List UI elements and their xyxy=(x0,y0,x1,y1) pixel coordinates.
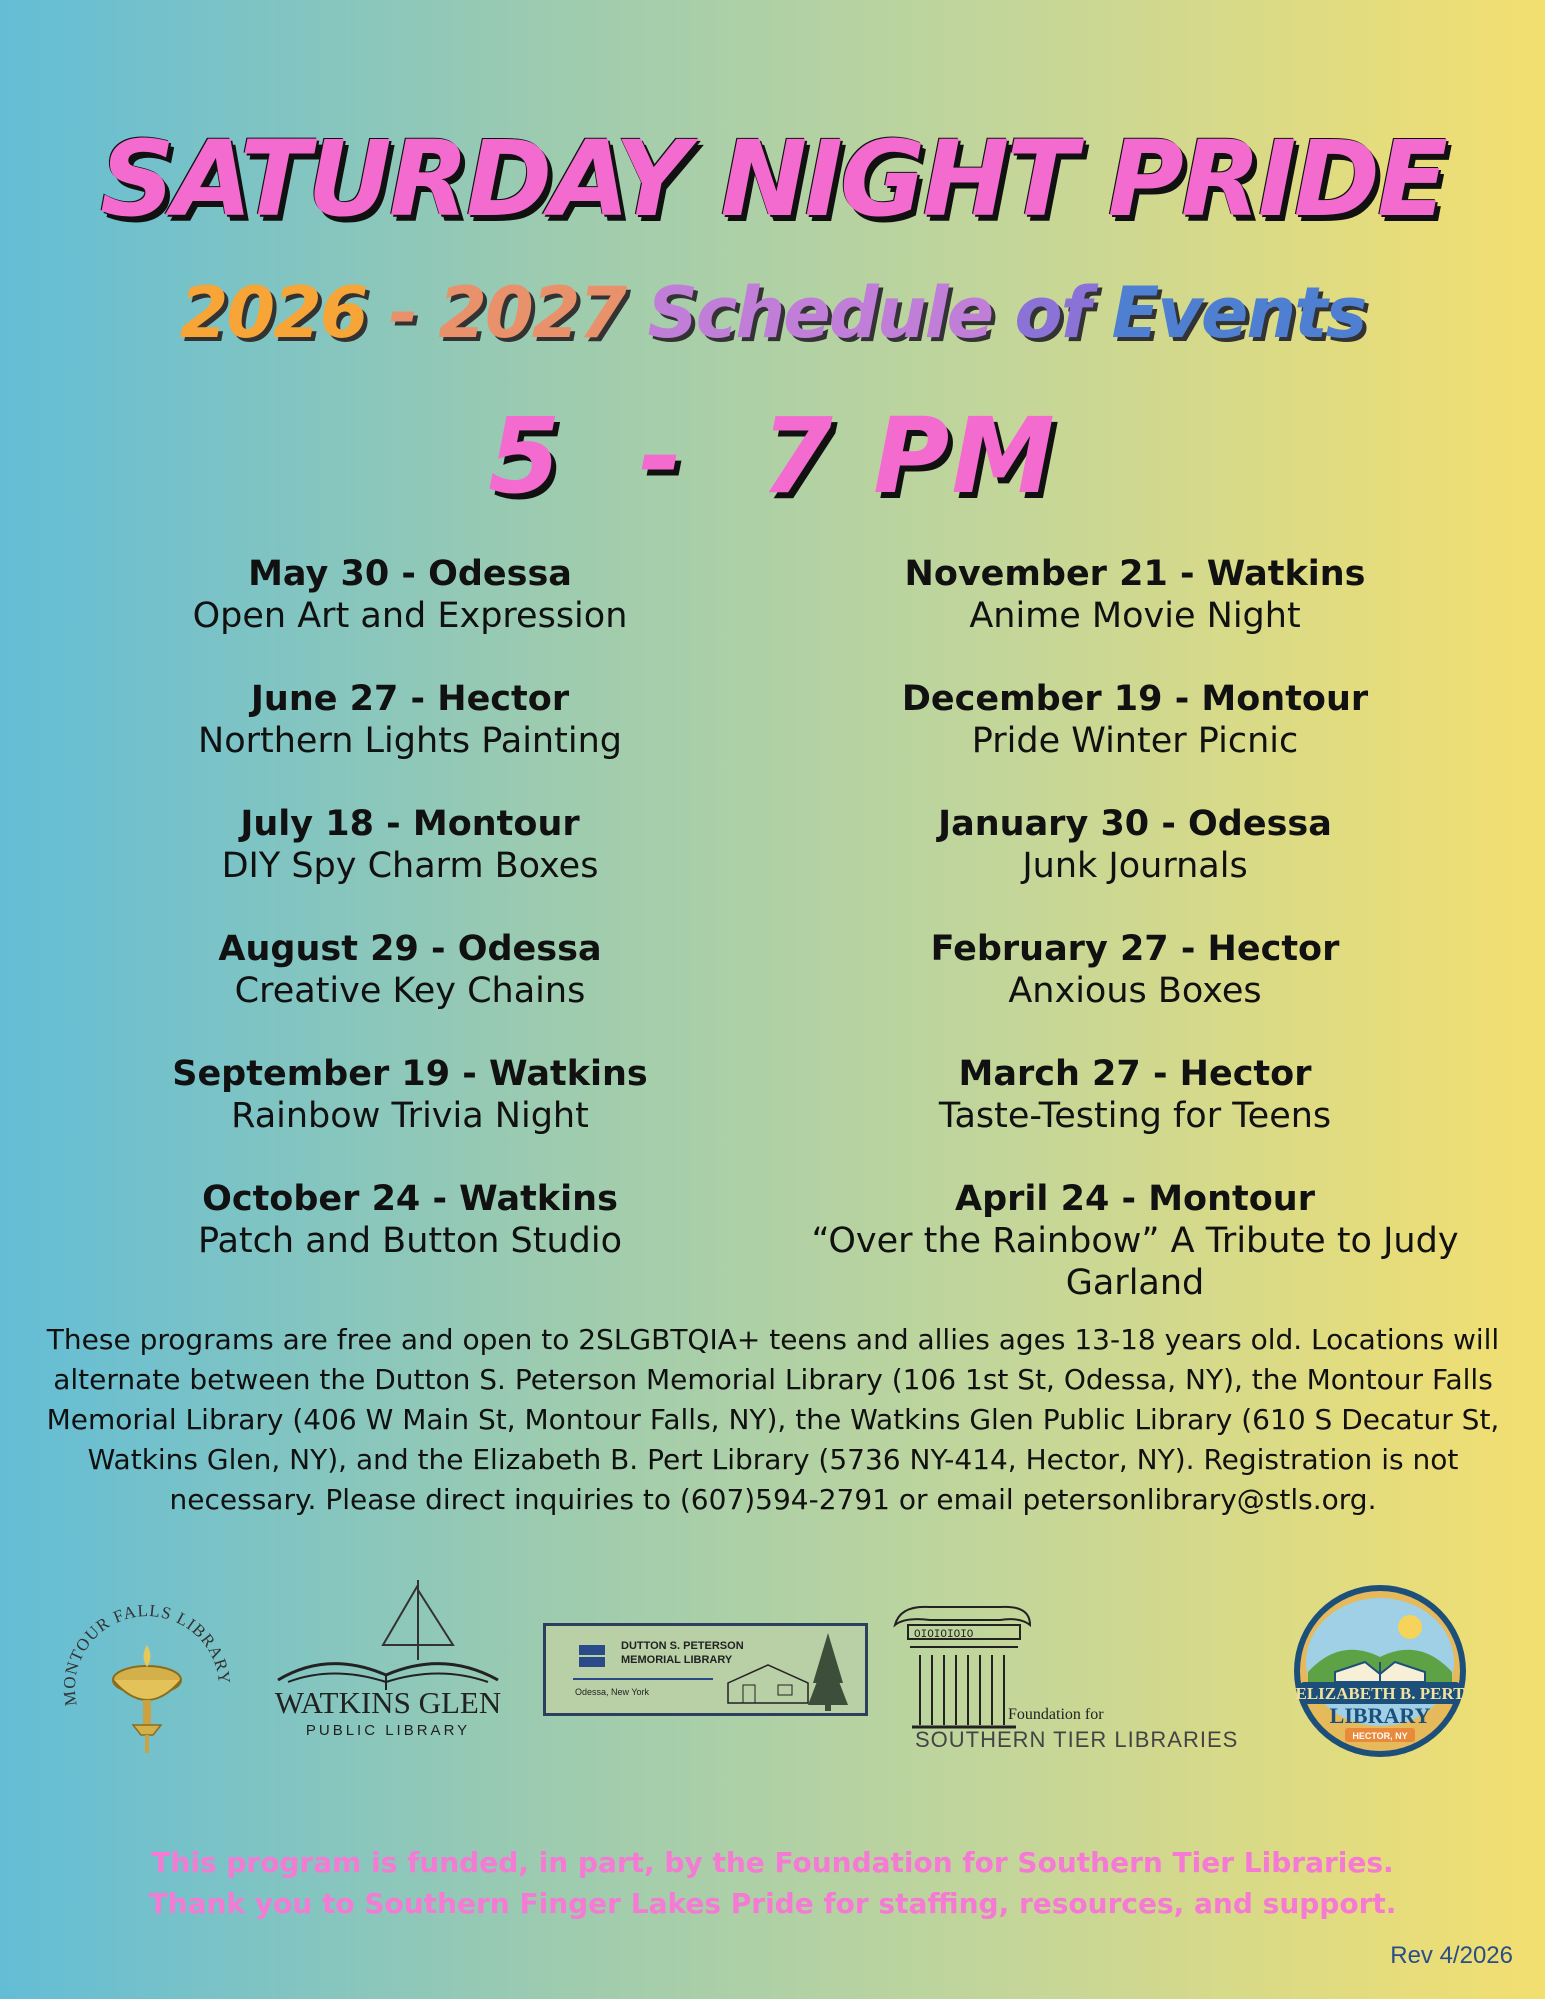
event-date: September 19 - Watkins xyxy=(172,1054,648,1094)
schedule-subtitle xyxy=(0,272,1545,354)
montour-logo-text: MONTOUR FALLS LIBRARY xyxy=(59,1600,235,1708)
event-name: Northern Lights Painting xyxy=(198,721,622,761)
event-name: Open Art and Expression xyxy=(192,596,628,636)
subtitle-year-end: - 2027 xyxy=(388,272,626,354)
event-item xyxy=(740,1053,1530,1178)
event-date: December 19 - Montour xyxy=(901,679,1369,719)
subtitle-schedule-word: Schedule xyxy=(647,272,993,354)
event-date: April 24 - Montour xyxy=(955,1179,1315,1219)
event-item xyxy=(740,678,1530,803)
event-name: Rainbow Trivia Night xyxy=(231,1096,589,1136)
foundation-logo-line2: SOUTHERN TIER LIBRARIES xyxy=(915,1727,1239,1750)
event-name: Anime Movie Night xyxy=(969,596,1301,636)
event-name: Taste-Testing for Teens xyxy=(938,1096,1332,1136)
event-name: Patch and Button Studio xyxy=(197,1221,623,1261)
event-item xyxy=(740,803,1530,928)
event-item xyxy=(740,928,1530,1053)
dutton-logo-location: Odessa, New York xyxy=(575,1687,650,1697)
event-name: Pride Winter Picnic xyxy=(971,721,1299,761)
montour-falls-library-logo xyxy=(55,1585,240,1760)
sponsor-logos xyxy=(0,1570,1545,1770)
event-date: July 18 - Montour xyxy=(240,804,580,844)
event-name: “Over the Rainbow” A Tribute to Judy Garland xyxy=(811,1221,1459,1303)
elizabeth-pert-library-logo xyxy=(1290,1582,1470,1760)
event-name: Anxious Boxes xyxy=(1008,971,1262,1011)
pert-logo-line3: HECTOR, NY xyxy=(1352,1731,1408,1741)
watkins-logo-subtitle: PUBLIC LIBRARY xyxy=(305,1722,471,1739)
event-name: Creative Key Chains xyxy=(234,971,586,1011)
event-date: November 21 - Watkins xyxy=(904,554,1366,594)
svg-text:OIOIOIOIO: OIOIOIOIO xyxy=(914,1629,974,1641)
subtitle-year-start: 2026 xyxy=(179,272,367,354)
events-column-right xyxy=(740,553,1530,1303)
event-item xyxy=(140,803,680,928)
program-description: These programs are free and open to 2SLGBTQIA+ teens and allies ages 13-18 years old. Locations will alternate between the Dutton S. Peterson Memorial Library (106 1st St, Odessa, NY), the Montour Falls Memorial Library (406 W Main St, Montour Falls, NY), the Watkins Glen Public Library (610 S Decatur St, Watkins Glen, NY), and the Elizabeth B. Pert Library (5736 NY-414, Hector, NY). Registration is not necessary. Please direct inquiries to (607)594-2791 or email petersonlibrary@stls.org. xyxy=(46,1323,1500,1516)
event-date: August 29 - Odessa xyxy=(218,929,602,969)
event-item xyxy=(140,678,680,803)
event-date: January 30 - Odessa xyxy=(938,804,1332,844)
event-time: 5 - 7 PM xyxy=(488,395,1057,517)
event-name: Junk Journals xyxy=(1022,846,1248,886)
event-item xyxy=(140,1178,680,1303)
dutton-logo-line1: DUTTON S. PETERSON xyxy=(621,1640,744,1652)
foundation-southern-tier-logo xyxy=(890,1595,1270,1750)
event-date: May 30 - Odessa xyxy=(248,554,572,594)
foundation-logo-line1: Foundation for xyxy=(1008,1706,1104,1723)
watkins-glen-library-logo xyxy=(268,1570,508,1740)
event-date: February 27 - Hector xyxy=(930,929,1340,969)
dutton-logo-line2: MEMORIAL LIBRARY xyxy=(621,1654,733,1666)
watkins-logo-title: WATKINS GLEN xyxy=(274,1685,502,1720)
event-item xyxy=(740,1178,1530,1303)
event-item xyxy=(140,553,680,678)
events-column-left xyxy=(140,553,680,1303)
revision-label: Rev 4/2026 xyxy=(1390,1942,1513,1969)
subtitle-of-word: of xyxy=(1014,272,1090,354)
event-date: June 27 - Hector xyxy=(250,679,570,719)
event-item xyxy=(140,928,680,1053)
event-name: DIY Spy Charm Boxes xyxy=(221,846,599,886)
pert-logo-line2: LIBRARY xyxy=(1329,1703,1431,1728)
dutton-peterson-library-logo xyxy=(543,1623,868,1716)
funding-line: This program is funded, in part, by the Foundation for Southern Tier Libraries. xyxy=(151,1846,1394,1879)
event-date: March 27 - Hector xyxy=(958,1054,1312,1094)
funding-note xyxy=(0,1842,1545,1924)
event-date: October 24 - Watkins xyxy=(202,1179,618,1219)
page-title: SATURDAY NIGHT PRIDE xyxy=(100,118,1445,240)
subtitle-events-word: Events xyxy=(1111,272,1366,354)
thanks-line: Thank you to Southern Finger Lakes Pride for staffing, resources, and support. xyxy=(148,1887,1397,1920)
pert-logo-line1: ELIZABETH B. PERT xyxy=(1295,1684,1465,1703)
event-item xyxy=(740,553,1530,678)
event-item xyxy=(140,1053,680,1178)
